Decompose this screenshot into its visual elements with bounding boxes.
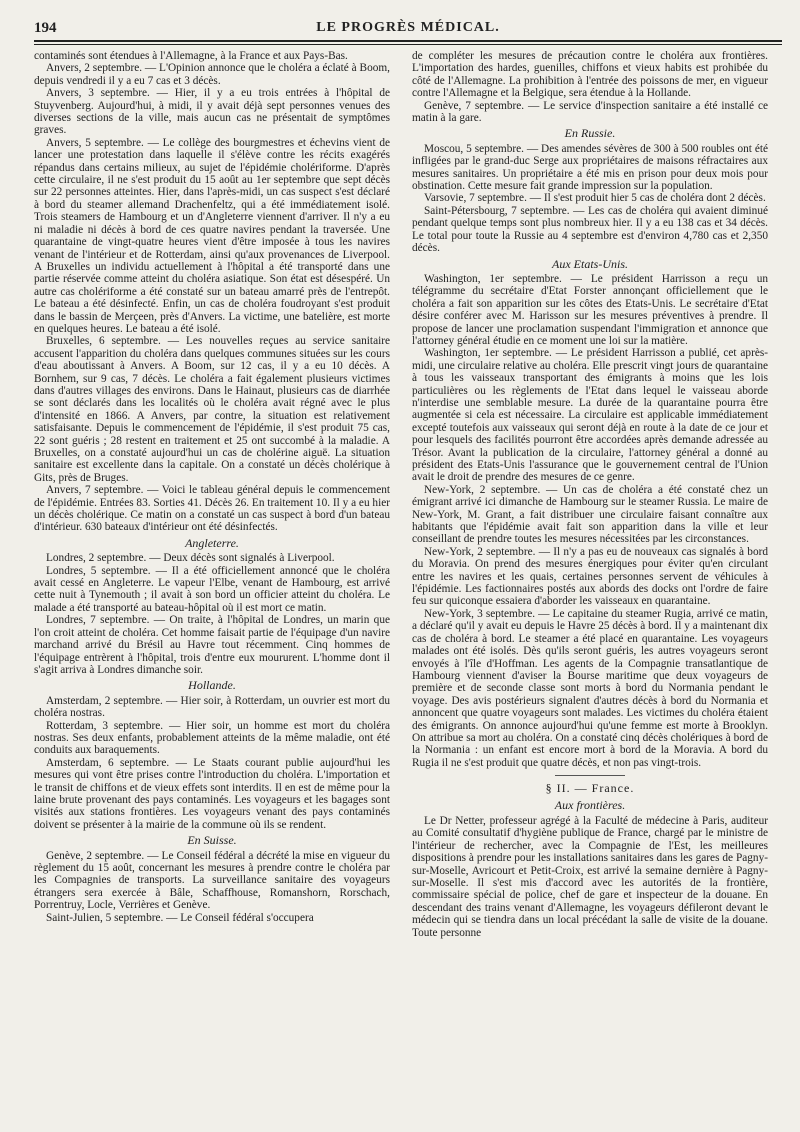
article-paragraph: Genève, 7 septembre. — Le service d'inspection sanitaire a été installé ce matin à la gare. xyxy=(412,99,768,125)
article-paragraph: Genève, 2 septembre. — Le Conseil fédéral a décrété la mise en vigueur du règlement du 15 août, concernant les mesures à prendre contre le choléra par les Compagnies de transports. La surveillance sanitaire des voyageurs étrangers sera exercée à Bâle, Schaffhouse, Romanshorn, Rorschach, Porrentruy, Locle, Verrières et Genève. xyxy=(34,849,390,912)
article-paragraph: New-York, 2 septembre. — Il n'y a pas eu de nouveaux cas signalés à bord du Moravia. On prend des mesures énergiques pour éviter qu'en circulant entre les navires et les quais, certaines personnes servent de véhicules à l'épidémie. Les factionnaires postés aux abords des docks ont l'ordre de faire feu sur quiconque essaiera d'aborder les vaisseaux en quarantaine. xyxy=(412,545,768,608)
section-title: § II. — France. xyxy=(545,781,635,796)
article-paragraph: Anvers, 3 septembre. — Hier, il y a eu trois entrées à l'hôpital de Stuyvenberg. Aujourd'hui, à midi, il y avait déjà sept personnes venues des diverses sections de la ville, mais aucun cas ne présentait de symptômes graves. xyxy=(34,87,390,137)
section-heading: En Russie. xyxy=(564,126,616,141)
article-paragraph: Rotterdam, 3 septembre. — Hier soir, un homme est mort du choléra nostras. Ses deux enfants, probablement atteints de la même maladie, ont été conduits aux baraquements. xyxy=(34,719,390,757)
article-paragraph: Anvers, 5 septembre. — Le collège des bourgmestres et échevins vient de lancer une protestation dans laquelle il s'élève contre les récits exagérés répandus dans certains milieux, au sujet de l'épidémie cholériforme. D'après cette circulaire, il ne s'est produit du 15 août au 1er septembre que sept décès sur 22 personnes atteintes. Hier, dans l'après-midi, un cas suspect s'est déclaré à bord du steamer allemand Drachenfeltz, qui a été immédiatement isolé. Trois steamers de Hambourg et un d'Angleterre viennent d'arriver. Il n'y a eu ni maladie ni décès à bord de ces quatre navires pendant la traversée. Une quarantaine de vingt-quatre heures vient d'être imposée à tous les navires venant de l'intérieur et de Rotterdam, ainsi qu'aux provenances de Liverpool. A Bruxelles un individu actuellement à l'hôpital a été transporté dans une partie réservée comme atteint du choléra asiatique. Son état est désespéré. Un autre cas cholériforme a été constaté sur un bateau amarré près de l'entrepôt. Le bateau a été désinfecté. Enfin, un cas de choléra foudroyant s'est produit dans le bassin de Merçeen, près d'Anvers. La victime, une batelière, est morte en quelques heures. Le bateau a été isolé. xyxy=(34,136,390,335)
article-paragraph: New-York, 2 septembre. — Un cas de choléra a été constaté chez un émigrant arrivé ici dimanche de Hambourg sur le steamer Russia. Le maire de New-York, M. Grant, a fait distribuer une circulaire faisant connaître aux habitants que l'épidémie avait fait son apparition dans la ville et leur conseillant de prendre toutes les mesures nécessitées par les circonstances. xyxy=(412,483,768,546)
left-column xyxy=(34,50,390,924)
right-column xyxy=(412,50,768,939)
article-paragraph: de compléter les mesures de précaution contre le choléra aux frontières. L'importation des hardes, guenilles, chiffons et vieux habits est prohibée du côté de l'Allemagne. La prohibition à l'entrée des poissons de mer, en vigueur contre l'Allemagne et la Belgique, sera étendue à la Hollande. xyxy=(412,50,768,100)
article-paragraph: Londres, 5 septembre. — Il a été officiellement annoncé que le choléra avait cessé en Angleterre. Le vapeur l'Elbe, venant de Hambourg, est arrivé cette nuit à Tynemouth ; il avait à son bord un officier atteint du choléra. Le malade a été transporté au bateau-hôpital où il est mort ce matin. xyxy=(34,564,390,614)
header-rule xyxy=(34,40,782,42)
article-paragraph: New-York, 3 septembre. — Le capitaine du steamer Rugia, arrivé ce matin, a déclaré qu'il y avait eu depuis le Havre 25 décès à bord. Il y a maintenant dix cas de choléra à bord. Le steamer a été placé en quarantaine. Les voyageurs malades ont été isolés. Dès qu'ils seront guéris, les autres voyageurs seront envoyés à l'île d'Hoffman. Les agents de la Compagnie transatlantique de Hambourg viennent d'aviser la Bourse maritime que deux voyageurs de première et de seconde classe sont morts à bord du Normania pendant le voyage. Des avis postérieurs signalent d'autres décès à bord du Normania et annoncent que quatre voyageurs sont malades. Les victimes du choléra étaient des émigrants. On annonce aujourd'hui qu'une femme est morte à Brooklyn. On attribue sa mort au choléra. On a constaté cinq décès cholériques à bord de la Normania : un enfant est encore mort à bord de la Moravia. A bord du Rugia il ne s'est produit que quatre décès, et non pas vingt-trois. xyxy=(412,607,768,769)
article-paragraph: Le Dr Netter, professeur agrégé à la Faculté de médecine à Paris, auditeur au Comité consultatif d'hygiène publique de France, chargé par le ministre de l'intérieur de rechercher, avec la Compagnie de l'Est, les meilleures dispositions à prendre pour les installations sanitaires dans les gares de Pagny-sur-Moselle, Avricourt et Petit-Croix, est arrivé la semaine dernière à Pagny-sur-Moselle. Il s'est mis d'accord avec les autorités de la frontière, commissaire spécial de police, chef de gare et inspecteur de la douane. En descendant des trains venant d'Allemagne, les voyageurs défileront devant le médecin qui se tiendra dans un local précédant la salle de visite de la douane. Toute personne xyxy=(412,814,768,939)
section-divider xyxy=(555,775,625,776)
article-paragraph: Washington, 1er septembre. — Le président Harrisson a reçu un télégramme du secrétaire d'Etat Forster annonçant officiellement que le choléra a fait son apparition sur les côtes des Etats-Unis. Le secrétaire d'Etat désire conférer avec M. Harisson sur les mesures préventives à prendre. Il propose de lancer une proclamation suspendant l'immigration et annonce que l'attorney général étudie en ce moment une loi sur la matière. xyxy=(412,272,768,347)
article-paragraph: Amsterdam, 6 septembre. — Le Staats courant publie aujourd'hui les mesures qui vont être prises contre l'introduction du choléra. L'importation et le transit de chiffons et de vieux effets sont interdits. Il en est de même pour la laine brute provenant des pays contaminés. Les voyageurs et les bagages sont visités aux stations frontières. Les voyageurs venant des pays contaminés doivent se présenter à la mairie de la commune où ils se rendent. xyxy=(34,756,390,831)
article-paragraph: Saint-Julien, 5 septembre. — Le Conseil fédéral s'occupera xyxy=(46,911,314,924)
article-paragraph: Londres, 7 septembre. — On traite, à l'hôpital de Londres, un marin que l'on croit atteint de choléra. Cet homme faisait partie de l'équipage d'un navire marchand arrivé du Brésil au Havre tout récemment. Cinq hommes de l'équipage entrèrent à l'hôpital, trois d'entre eux moururent. L'homme dont il s'agit arriva à Londres dimanche soir. xyxy=(34,614,390,676)
article-paragraph: Moscou, 5 septembre. — Des amendes sévères de 300 à 500 roubles ont été infligées par le grand-duc Serge aux propriétaires de maisons réfractaires aux mesures sanitaires. Un propriétaire a été mis en prison pour deux mois pour obstination. Cette mesure fait grande impression sur la population. xyxy=(412,142,768,193)
article-paragraph: Saint-Pétersbourg, 7 septembre. — Les cas de choléra qui avaient diminué pendant quelque temps sont plus nombreux hier. Il y a eu 138 cas et 34 décès. Le total pour toute la Russie au 4 septembre est d'environ 4,780 cas et 2,350 décès. xyxy=(412,204,768,255)
article-paragraph: Londres, 2 septembre. — Deux décès sont signalés à Liverpool. xyxy=(46,552,335,565)
article-paragraph: Varsovie, 7 septembre. — Il s'est produit hier 5 cas de choléra dont 2 décès. xyxy=(424,192,766,205)
page-header xyxy=(34,20,782,40)
article-paragraph: Anvers, 7 septembre. — Voici le tableau général depuis le commencement de l'épidémie. Entrées 83. Sorties 41. Décès 26. En traitement 10. Il y a eu hier un décès cholérique. Ce matin on a constaté un cas suspect à bord d'un bateau d'intérieur. 630 bateaux d'intérieur ont été désinfectés. xyxy=(34,484,390,534)
journal-title: LE PROGRÈS MÉDICAL. xyxy=(316,20,500,35)
page-number: 194 xyxy=(34,20,57,36)
section-heading: En Suisse. xyxy=(187,833,237,848)
article-paragraph: Bruxelles, 6 septembre. — Les nouvelles reçues au service sanitaire accusent l'apparition du choléra dans quelques communes situées sur les cours d'eau aboutissant à Anvers. A Boom, sur 12 cas, il y a eu 10 décès. A Bornhem, sur 9 cas, 7 décès. Le choléra a fait également plusieurs victimes dans d'autres villages des environs. Dans le Hainaut, plusieurs cas de diarrhée se sont déclarés dans les localités où le choléra avait régné avec le plus d'intensité en 1866. A Anvers, par contre, la situation est relativement satisfaisante. Depuis le commencement de l'épidémie, il s'est produit 75 cas, 22 sont guéris ; 28 restent en traitement et 25 ont succombé à la maladie. A Bruxelles, on a constaté aujourd'hui un cas de cholérine aiguë. La situation sanitaire est excellente dans la capitale. On a constaté un décès cholérique à Gits, près de Bruges. xyxy=(34,335,390,484)
section-subheading: Aux frontières. xyxy=(554,797,626,812)
article-paragraph: Amsterdam, 2 septembre. — Hier soir, à Rotterdam, un ouvrier est mort du choléra nostras. xyxy=(34,694,390,720)
article-paragraph: Anvers, 2 septembre. — L'Opinion annonce que le choléra a éclaté à Boom, depuis vendredi il y a eu 7 cas et 3 décès. xyxy=(34,62,390,87)
section-heading: Hollande. xyxy=(188,678,236,693)
article-paragraph: contaminés sont étendues à l'Allemagne, à la France et aux Pays-Bas. xyxy=(34,50,348,62)
header-rule-thin xyxy=(34,44,782,45)
section-heading: Aux Etats-Unis. xyxy=(552,256,628,271)
article-paragraph: Washington, 1er septembre. — Le président Harrisson a publié, cet après-midi, une circulaire relative au choléra. Elle prescrit vingt jours de quarantaine à tous les vaisseaux transportant des émigrants à moins que les lois particulières ou les règlements de l'Etat dans lequel le vaisseau aborde n'interdise une semblable mesure. La durée de la quarantaine pourra être augmentée si cela est nécessaire. La circulaire est applicable immédiatement excepté toutefois aux vaisseaux qui seront déjà en route à la date de ce jour et pour lesquels des facilités pourront être accordées après demande adressée au Trésor. Avant la publication de la circulaire, l'attorney général a donné au président des Etats-Unis l'assurance que le gouvernement central de l'Union avait le droit de prendre des mesures de ce genre. xyxy=(412,347,768,484)
section-heading: Angleterre. xyxy=(185,535,239,550)
